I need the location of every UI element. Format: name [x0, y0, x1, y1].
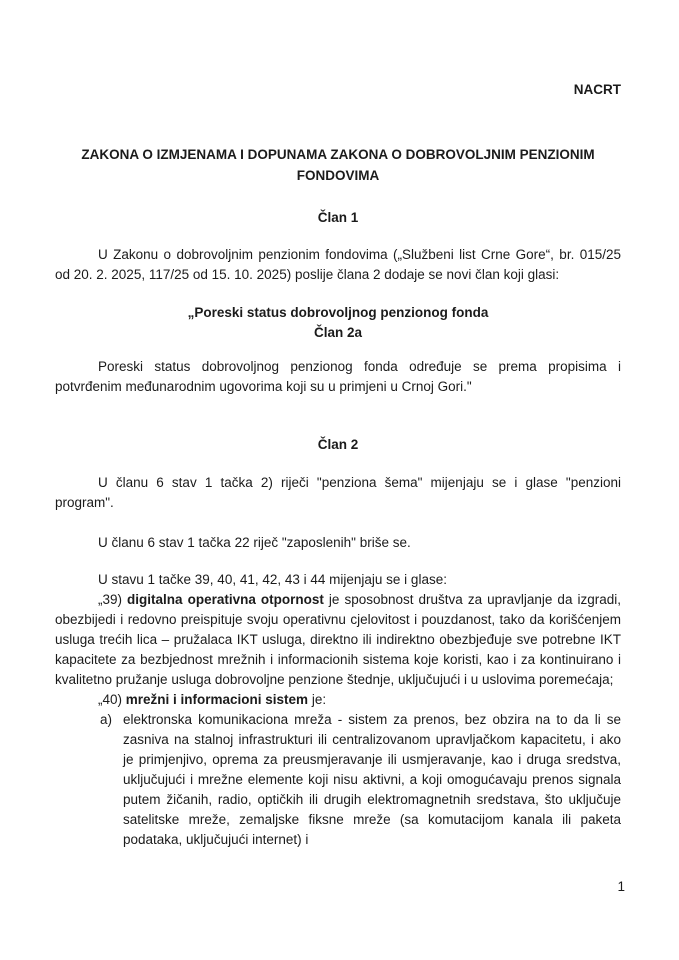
article-2-paragraph-1: U članu 6 stav 1 tačka 2) riječi "penziona šema" mijenjaju se i glase "penzioni program".	[55, 475, 621, 510]
article-1-heading: Član 1	[317, 210, 359, 225]
inserted-article-title: „Poreski status dobrovoljnog penzionog fonda	[187, 305, 489, 320]
article-2-paragraph-3: U stavu 1 tačke 39, 40, 41, 42, 43 i 44 mijenjaju se i glase:	[98, 572, 447, 587]
article-2-heading: Član 2	[317, 437, 359, 452]
inserted-article-block	[55, 303, 621, 343]
item-40-prefix: „40)	[98, 692, 126, 707]
item-40	[55, 690, 621, 710]
item-40-sub-a	[55, 710, 621, 850]
article-2a-heading: Član 2a	[313, 325, 363, 340]
draft-label: NACRT	[573, 82, 621, 97]
item-39-term: digitalna operativna otpornost	[127, 592, 324, 607]
item-39	[55, 590, 621, 690]
page-number: 1	[617, 879, 625, 894]
item-40-term: mrežni i informacioni sistem	[125, 692, 309, 707]
article-2-paragraph-2: U članu 6 stav 1 tačka 22 riječ "zaposlenih" briše se.	[98, 535, 411, 550]
article-1-paragraph: U Zakonu o dobrovoljnim penzionim fondovima („Službeni list Crne Gore“, br. 015/25 od 20. 2. 2025, 117/25 od 15. 10. 2025) poslije člana 2 dodaje se novi član koji glasi:	[55, 247, 621, 282]
item-39-text: je sposobnost društva za upravljanje da izgradi, obezbijedi i redovno preispituje svoju operativnu cjelovitost i pouzdanost, tako da korišćenjem usluga trećih lica – pružalaca IKT usluga, direktno ili indirektno obezbjeđuje sve potrebne IKT kapacitete za bezbjednost mrežnih i informacionih sistema koje koristi, kao i za kontinuirano i kvalitetno pružanje usluga dobrovoljne penzione štednje, uključujući i u uslovima poremećaja;	[55, 592, 621, 687]
item-39-prefix: „39)	[98, 592, 128, 607]
item-40-text: je:	[308, 692, 327, 707]
document-title: ZAKONA O IZMJENAMA I DOPUNAMA ZAKONA O DOBROVOLJNIM PENZIONIM FONDOVIMA	[81, 147, 595, 183]
item-40-sub-a-marker: a)	[100, 712, 113, 727]
article-2a-text: Poreski status dobrovoljnog penzionog fonda određuje se prema propisima i potvrđenim međunarodnim ugovorima koji su u primjeni u Crnoj Gori."	[55, 359, 621, 394]
item-40-sub-a-text: elektronska komunikaciona mreža - sistem za prenos, bez obzira na to da li se zasniva na stalnoj infrastrukturi ili centralizovanom upravljačkom kapacitetu, i ako je primjenjivo, oprema za preusmjeravanje ili usmjeravanje, kao i druga sredstva, uključujući i mrežne elemente koji nisu aktivni, a koji omogućavaju prenos signala putem žičanih, radio, optičkih ili drugih elektromagnetnih sredstava, što uključuje satelitske mreže, zemaljske fiksne mreže (sa komutacijom kanala ili paketa podataka, uključujući internet) i	[123, 712, 621, 847]
